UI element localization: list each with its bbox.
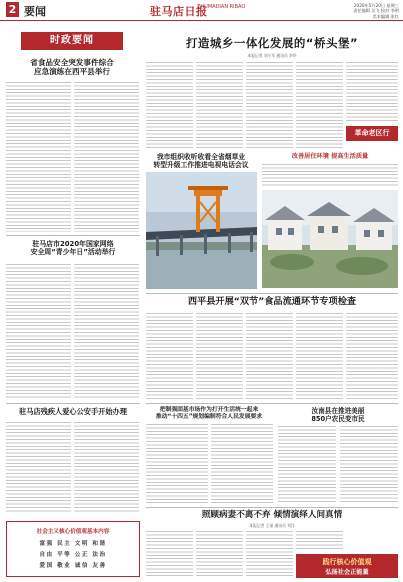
article-body <box>278 426 336 504</box>
headline-market: 把制强固基市场作为打开生活统一起来 推动“十四五”规划编制符合人民发展要求 <box>155 407 263 421</box>
article-body <box>246 313 293 400</box>
article-body <box>246 531 293 578</box>
bridge-photo-image <box>146 172 257 289</box>
core-values-box <box>6 521 140 577</box>
article-body <box>74 264 139 400</box>
ad-line-1: 践行核心价值观 <box>322 558 372 566</box>
core-values-line: 富强 民主 文明 和谐 <box>39 541 107 547</box>
article-body <box>296 62 343 148</box>
divider <box>6 235 140 236</box>
article-body <box>340 426 398 504</box>
article-body <box>146 424 208 504</box>
article-body <box>211 424 273 504</box>
headline-party-school: 驻马店残疾人爱心公安手开始办理 <box>19 407 127 416</box>
issue-date: 2020年5月20日 星期三 <box>353 3 399 8</box>
section-banner: 时政要闻 <box>21 32 123 50</box>
page-header <box>0 0 403 21</box>
article-body <box>146 313 193 400</box>
article-body <box>74 422 139 512</box>
headline-bridge: 我市组织收听收看全省烟草业 转型升级工作推进电视电话会议 <box>153 153 249 170</box>
headline-main-feature: 西平县开展“双节”食品流通环节专项检查 <box>187 296 357 307</box>
divider <box>146 293 398 294</box>
article-body <box>146 62 193 148</box>
headline-care: 照顾病妻不离不弃 倾情演绎人间真情 <box>201 510 343 520</box>
headline-farmers: 汝南县在推进美丽 850户农民变市民 <box>311 407 365 424</box>
divider <box>146 507 398 508</box>
page-number: 2 <box>6 2 19 17</box>
article-body <box>246 62 293 148</box>
issue-designer: 美术编辑 张红 <box>372 13 399 19</box>
public-service-ad <box>296 554 398 578</box>
article-body <box>346 313 398 400</box>
article-body <box>296 531 343 551</box>
ad-line-2: 弘扬社会正能量 <box>325 569 369 576</box>
article-body <box>6 82 71 232</box>
headline-lead: 打造城乡一体化发展的“桥头堡” <box>185 36 359 50</box>
village-photo <box>262 190 398 288</box>
revolution-tag: 革命老区行 <box>346 126 398 141</box>
newspaper-pinyin: ZHUMADIAN RIBAO <box>197 4 246 10</box>
core-values-line: 爱国 敬业 诚信 友善 <box>39 563 107 569</box>
article-body <box>6 264 71 400</box>
core-values-line: 自由 平等 公正 法治 <box>39 552 107 558</box>
byline-lead: 本报记者 刘小军 通讯员 李华 <box>247 53 297 58</box>
divider <box>6 403 140 404</box>
article-body <box>74 82 139 232</box>
village-photo-image <box>262 190 398 288</box>
headline-youth: 驻马店市2020年国家网络 安全周“青少年日”活动举行 <box>30 240 116 257</box>
headline-food-safety: 省食品安全突发事件综合 应急演练在西平县举行 <box>30 58 114 77</box>
article-body <box>6 422 71 512</box>
newspaper-logo: 驻马店日报 <box>150 5 208 18</box>
article-body <box>196 313 243 400</box>
section-name: 要闻 <box>24 5 46 18</box>
byline-care: 本报记者 王丽 通讯员 刘洋 <box>249 523 295 528</box>
bridge-photo <box>146 172 257 289</box>
article-body <box>296 313 343 400</box>
article-body <box>146 531 193 578</box>
headline-poverty: 改善居住环境 提高生活质量 <box>291 153 369 160</box>
divider <box>146 403 398 404</box>
article-body <box>196 531 243 578</box>
issue-meta <box>353 3 399 19</box>
article-body <box>346 62 398 122</box>
core-values-title: 社会主义核心价值观基本内容 <box>36 529 110 535</box>
article-body <box>196 62 243 148</box>
issue-editor: 责任编辑 吴飞 校对 李明 <box>353 8 399 14</box>
article-body <box>262 164 398 186</box>
